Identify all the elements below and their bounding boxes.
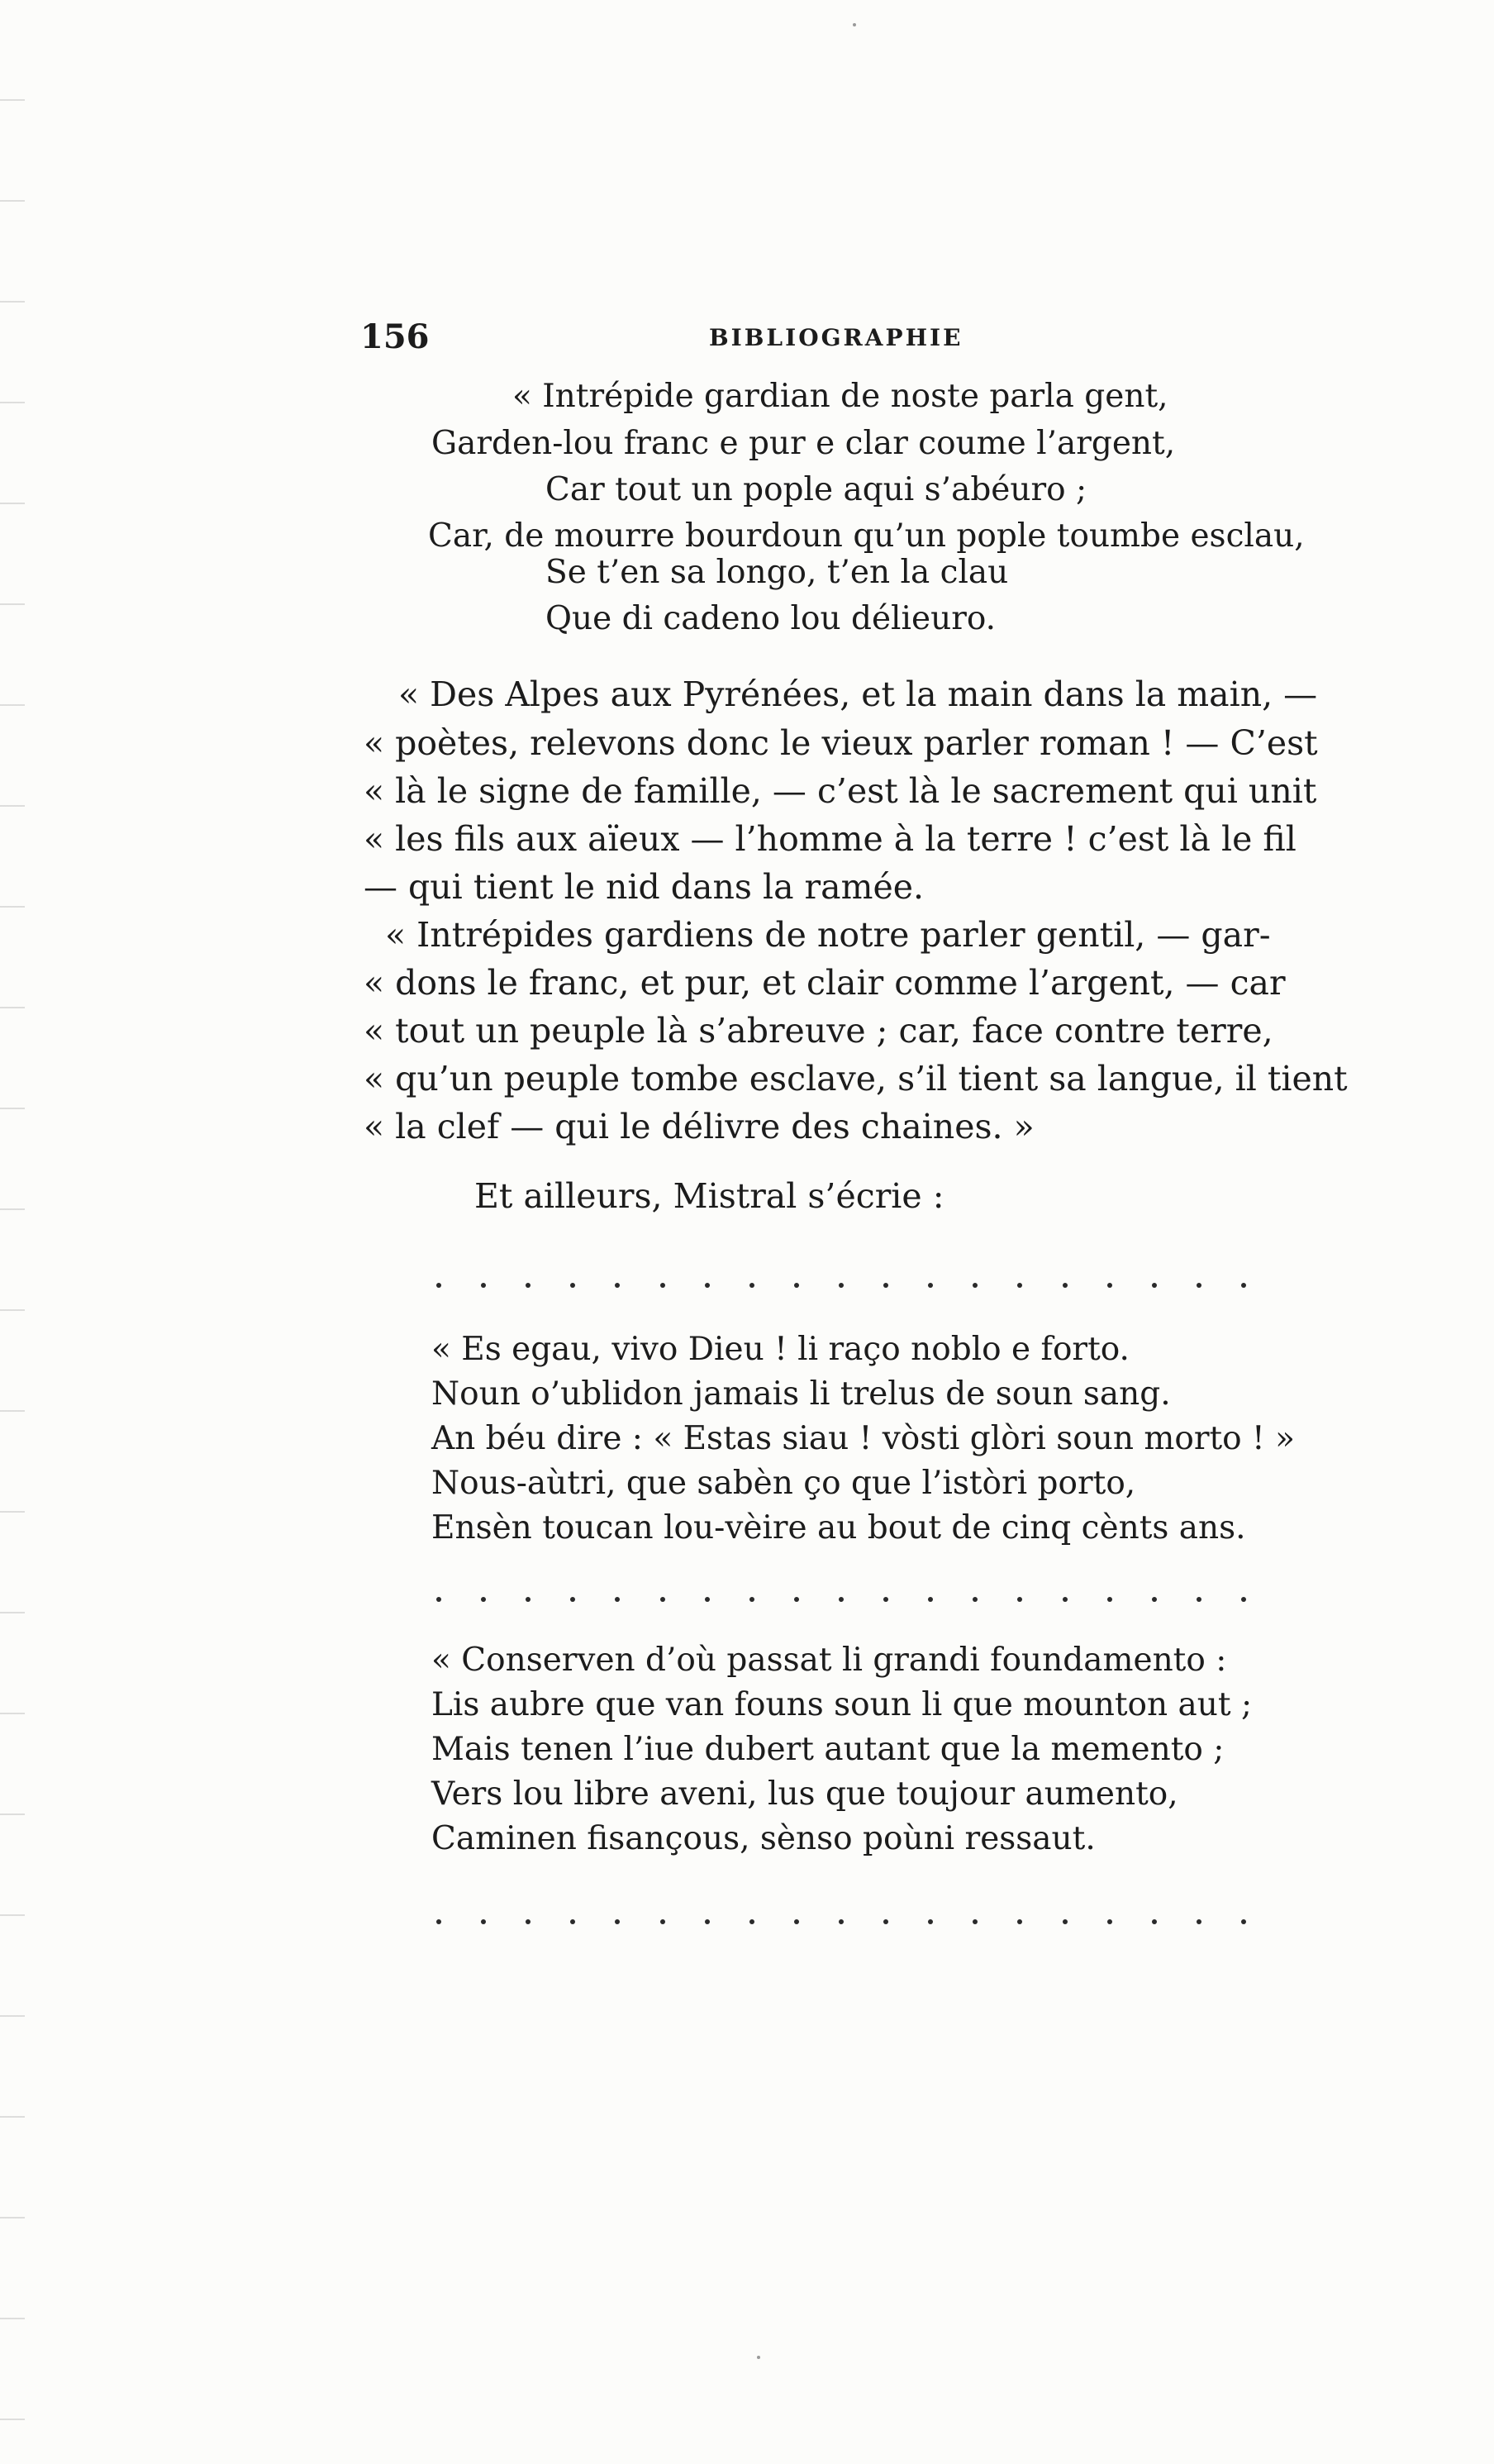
prose-line: « qu’un peuple tombe esclave, s’il tient sa langue, il tient xyxy=(364,1059,1348,1099)
verse-line: « Intrépide gardian de noste parla gent, xyxy=(512,378,1168,415)
prose-line: « poètes, relevons donc le vieux parler roman ! — C’est xyxy=(364,723,1318,763)
prose-line: « les fils aux aïeux — l’homme à la terre ! c’est là le fil xyxy=(364,819,1297,859)
ellipsis-row xyxy=(436,1597,1246,1602)
verse-line: Se t’en sa longo, t’en la clau xyxy=(545,554,1009,591)
ellipsis-row xyxy=(436,1283,1246,1288)
verse-line: « Conserven d’où passat li grandi foundamento : xyxy=(431,1642,1227,1679)
prose-line: — qui tient le nid dans la ramée. xyxy=(364,867,925,907)
verse-line: Caminen fisançous, sènso poùni ressaut. xyxy=(431,1820,1096,1857)
paper-speck xyxy=(853,23,856,26)
verse-line: Que di cadeno lou délieuro. xyxy=(545,600,997,637)
prose-line: « la clef — qui le délivre des chaines. » xyxy=(364,1107,1035,1146)
prose-line: « dons le franc, et pur, et clair comme l’argent, — car xyxy=(364,963,1286,1003)
verse-line: An béu dire : « Estas siau ! vòsti glòri soun morto ! » xyxy=(431,1420,1295,1457)
page-number: 156 xyxy=(360,317,430,356)
ellipsis-row xyxy=(436,1919,1246,1924)
paper-speck xyxy=(757,2356,760,2359)
prose-line: « tout un peuple là s’abreuve ; car, face contre terre, xyxy=(364,1011,1273,1051)
verse-line: Mais tenen l’iue dubert autant que la memento ; xyxy=(431,1731,1225,1768)
intro-line: Et ailleurs, Mistral s’écrie : xyxy=(474,1176,944,1216)
verse-line: « Es egau, vivo Dieu ! li raço noblo e forto. xyxy=(431,1331,1130,1368)
verse-line: Ensèn toucan lou-vèire au bout de cinq cènts ans. xyxy=(431,1509,1246,1547)
prose-line: « là le signe de famille, — c’est là le sacrement qui unit xyxy=(364,771,1317,811)
page-edge-noise xyxy=(0,0,25,2464)
verse-line: Nous-aùtri, que sabèn ço que l’istòri porto, xyxy=(431,1465,1136,1502)
prose-line: « Intrépides gardiens de notre parler gentil, — gar- xyxy=(385,915,1271,955)
verse-line: Car tout un pople aqui s’abéuro ; xyxy=(545,471,1087,508)
prose-line: « Des Alpes aux Pyrénées, et la main dans la main, — xyxy=(398,674,1318,714)
verse-line: Car, de mourre bourdoun qu’un pople toumbe esclau, xyxy=(428,517,1305,555)
running-head: BIBLIOGRAPHIE xyxy=(709,324,963,351)
verse-line: Garden-lou franc e pur e clar coume l’argent, xyxy=(431,425,1176,462)
verse-line: Noun o’ublidon jamais li trelus de soun sang. xyxy=(431,1375,1171,1413)
verse-line: Lis aubre que van founs soun li que mounton aut ; xyxy=(431,1686,1253,1723)
verse-line: Vers lou libre aveni, lus que toujour aumento, xyxy=(431,1775,1178,1813)
